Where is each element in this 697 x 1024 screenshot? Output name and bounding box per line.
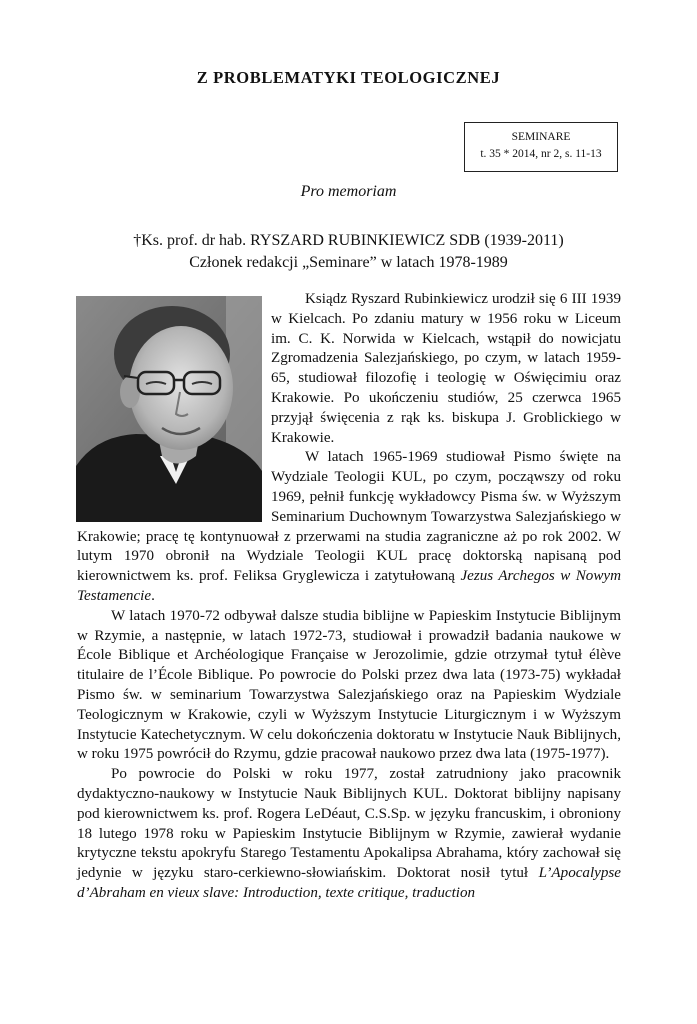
journal-info-box	[464, 122, 618, 172]
article-subtitle: Członek redakcji „Seminare” w latach 1978-1989	[189, 254, 508, 271]
paragraph-4: Po powrocie do Polski w roku 1977, został zatrudniony jako pracownik dydaktyczno-naukowy w Instytucie Nauk Biblijnych KUL. Doktorat biblijny napisany pod kierownictwem ks. prof. Rogera LeDéaut, C.S.Sp. w języku francuskim, i obroniony 18 lutego 1978 roku w Papieskim Instytucie Biblijnym w Rzymie, zawierał wydanie krytyczne tekstu apokryfu Starego Testamentu Apokalipsa Abrahama, który zachował się jedynie w języku staro-cerkiewno-słowiańskim. Doktorat nosił tytuł L’Apocalypse d’Abraham en vieux slave: Introduction, texte critique, traduction	[77, 766, 621, 901]
article-body	[77, 290, 621, 904]
section-title: Z PROBLEMATYKI TEOLOGICZNEJ	[196, 68, 501, 87]
article-title: †Ks. prof. dr hab. RYSZARD RUBINKIEWICZ SDB (1939-2011)	[133, 232, 564, 249]
paragraph-3: W latach 1970-72 odbywał dalsze studia biblijne w Papieskim Instytucie Biblijnym w Rzymie, a następnie, w latach 1972-73, studiował i prowadził badania naukowe w École Biblique et Archéologique Française w Jerozolimie, gdzie otrzymał tytuł élève titulaire de l’École Biblique. Po powrocie do Polski przez dwa lata (1973-75) wykładał Pismo św. w seminarium Towarzystwa Salezjańskiego oraz na Papieskim Wydziale Teologicznym w Krakowie, czyli w Wyższym Instytucie Liturgicznym i w Wyższym Instytucie Katechetycznym. W celu dokończenia doktoratu w Instytucie Nauk Biblijnych, w roku 1975 powrócił do Rzymu, gdzie pracował naukowo przez dwa lata (1975-1977).	[77, 607, 621, 763]
doctorate-title: L’Apocalypse d’Abraham en vieux slave: Introduction, texte critique, traduction	[77, 865, 621, 901]
thesis-title: Jezus Archegos w Nowym Testamencie	[77, 568, 621, 604]
paragraph-2: W latach 1965-1969 studiował Pismo święte na Wydziale Teologii KUL, po czym, począwszy od roku 1969, pełnił funkcję wykładowcy Pisma św. w Wyższym Seminarium Duchownym Towarzystwa Salezjańskiego w Krakowie; pracę tę kontynuował z przerwami na studia zagraniczne aż po rok 2002. W lutym 1970 obronił na Wydziale Teologii KUL pracę doktorską napisaną pod kierownictwem ks. prof. Feliksa Gryglewicza i zatytułowaną Jezus Archegos w Nowym Testamencie.	[77, 449, 621, 604]
pro-memoriam-heading: Pro memoriam	[300, 183, 397, 200]
article-heading	[0, 230, 697, 274]
journal-name: SEMINARE	[511, 131, 571, 143]
journal-reference: t. 35 * 2014, nr 2, s. 11-13	[480, 148, 602, 160]
paragraph-1: Ksiądz Ryszard Rubinkiewicz urodził się 6 III 1939 w Kielcach. Po zdaniu matury w 1956 roku w Liceum im. C. K. Norwida w Kielcach, wstąpił do nowicjatu Zgromadzenia Salezjańskiego, po czym, w latach 1959-65, studiował filozofię i teologię w Oświęcimiu oraz Krakowie. Po ukończeniu studiów, 25 czerwca 1965 przyjął święcenia z rąk ks. biskupa J. Groblickiego w Krakowie.	[271, 291, 621, 446]
